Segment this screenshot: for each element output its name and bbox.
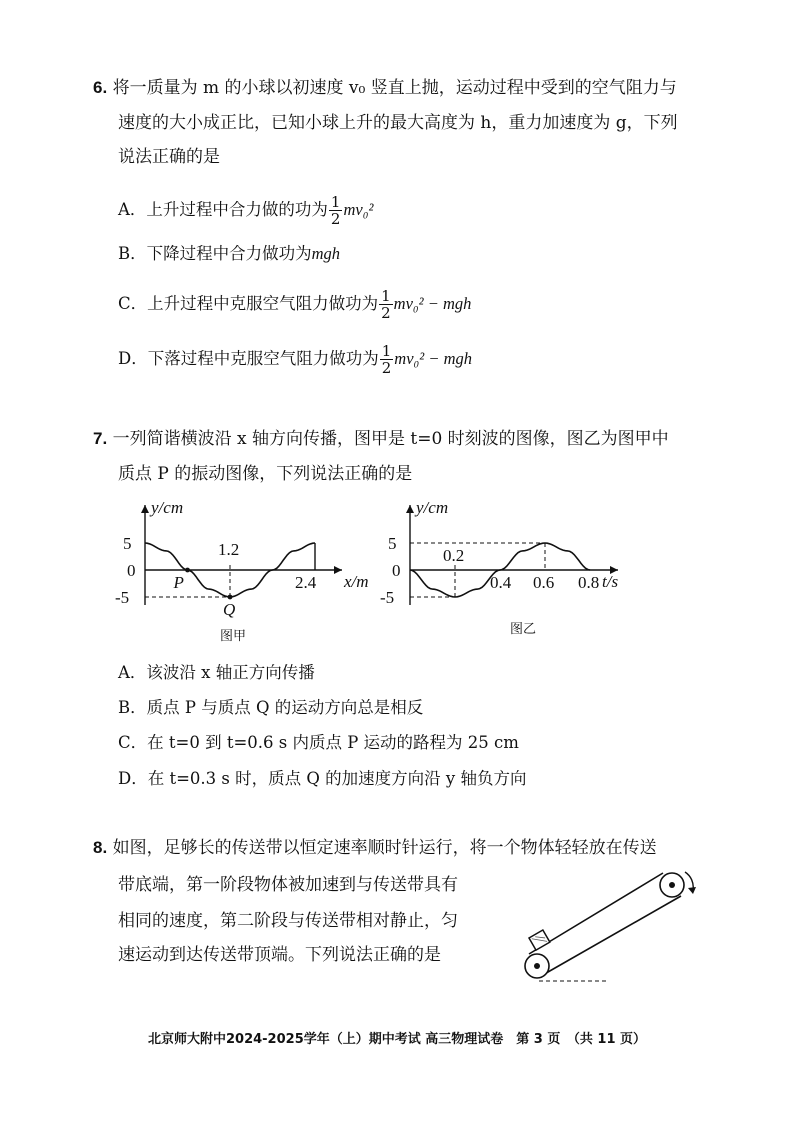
x-tick-label: 0.6 [533,573,555,592]
q8-number: 8. [93,838,108,857]
conveyor-belt-figure [515,860,715,990]
q6-option-b[interactable] [118,243,340,265]
q6-option-b-text: B．下降过程中合力做功为 [118,244,312,263]
x-tick-label: 0.8 [578,573,600,592]
point-p [185,568,190,573]
q7-stem-1: 一列简谐横波沿 x 轴方向传播，图甲是 t=0 时刻波的图像，图乙为图甲中 [112,429,669,449]
fraction [329,194,343,227]
x-tick-label: 2.4 [295,573,317,592]
q6-option-d[interactable] [118,343,472,376]
point-q [228,595,233,600]
q6-number: 6. [93,78,108,97]
y-axis-label: y/cm [151,498,184,517]
chart-title: 图甲 [220,628,247,643]
x-tick-label: 0.4 [490,573,512,592]
q7-option-b[interactable]: B．质点 P 与质点 Q 的运动方向总是相反 [118,698,424,717]
x-axis-label: x/m [344,572,369,591]
frac-num: 1 [330,193,341,211]
q6-option-d-expr: mv₀² − mgh [394,349,473,368]
q7-line1 [93,428,669,450]
q7-option-a[interactable]: A．该波沿 x 轴正方向传播 [118,663,315,682]
q8-line2: 带底端，第一阶段物体被加速到与传送带具有 [118,875,458,895]
frac-den: 2 [381,359,392,377]
q6-option-b-expr: mgh [311,244,341,263]
chart-yi [380,495,650,645]
y-tick-label: 0 [392,561,401,580]
q8-line1 [93,837,657,859]
q6-line2: 速度的大小成正比，已知小球上升的最大高度为 h，重力加速度为 g，下列 [118,113,678,133]
q7-option-c[interactable]: C．在 t=0 到 t=0.6 s 内质点 P 运动的路程为 25 cm [118,733,519,752]
q8-line4: 速运动到达传送带顶端。下列说法正确的是 [118,945,441,965]
q7-number: 7. [93,429,108,448]
q6-line1 [93,77,677,99]
x-tick-label: 0.2 [443,546,465,565]
q6-line3: 说法正确的是 [118,147,220,167]
q7-option-d[interactable]: D．在 t=0.3 s 时，质点 Q 的加速度方向沿 y 轴负方向 [118,769,527,788]
fraction [380,343,394,376]
y-tick-label: 5 [388,534,397,553]
q6-option-c-text: C．上升过程中克服空气阻力做功为 [118,294,379,313]
rotation-arrow-icon [685,872,693,890]
q6-option-a-expr: mv₀² [343,200,374,219]
frac-den: 2 [330,210,341,228]
belt-bottom-edge [541,896,681,976]
block-object [529,930,550,950]
x-axis-arrow [334,566,342,574]
y-tick-label: 5 [123,534,132,553]
rotation-arrowhead [688,887,696,894]
frac-num: 1 [381,287,391,305]
q6-option-a-text: A．上升过程中合力做的功为 [118,200,328,219]
q6-option-c[interactable] [118,288,471,321]
y-axis-arrow [406,505,414,513]
chart-jia [110,495,380,645]
point-p-label: P [173,573,184,592]
x-axis-label: t/s [602,572,619,591]
y-tick-label: -5 [380,588,395,607]
page-footer: 北京师大附中2024-2025学年（上）期中考试 高三物理试卷 第 3 页 （共 11 页） [147,1032,647,1047]
q6-option-c-expr: mv₀² − mgh [393,294,472,313]
y-tick-label: 0 [127,561,136,580]
y-axis-label: y/cm [416,498,449,517]
fraction [379,288,393,321]
x-tick-label: 1.2 [218,540,240,559]
q7-line2: 质点 P 的振动图像，下列说法正确的是 [118,464,413,484]
q6-stem-1: 将一质量为 m 的小球以初速度 v₀ 竖直上抛，运动过程中受到的空气阻力与 [112,78,677,98]
frac-den: 2 [381,304,391,322]
chart-title: 图乙 [510,621,537,636]
point-q-label: Q [223,600,236,619]
y-axis-arrow [141,505,149,513]
bottom-roller-axle [534,963,540,969]
y-tick-label: -5 [115,588,130,607]
frac-num: 1 [381,342,392,360]
top-roller-axle [669,882,675,888]
q8-stem-1: 如图，足够长的传送带以恒定速率顺时针运行，将一个物体轻轻放在传送 [112,838,657,858]
q6-option-a[interactable] [118,194,373,227]
q8-line3: 相同的速度，第二阶段与传送带相对静止，匀 [118,911,458,931]
q6-option-d-text: D．下落过程中克服空气阻力做功为 [118,349,379,368]
